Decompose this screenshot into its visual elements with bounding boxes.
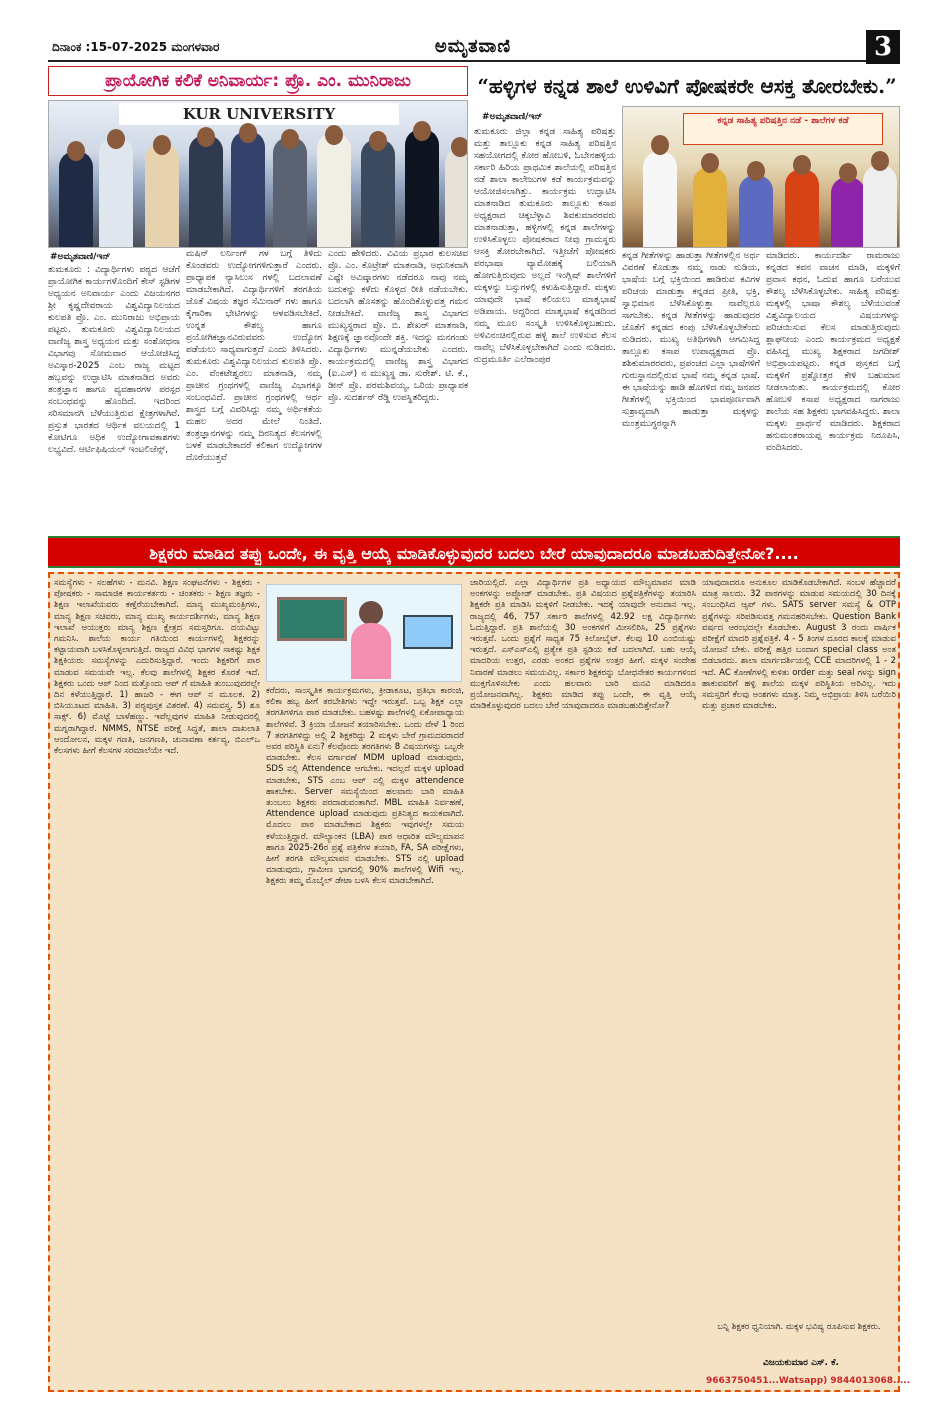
university-banner: KUR UNIVERSITY [119,103,399,125]
story3-column-3: ಜಾರಿಯಲ್ಲಿದೆ. ಎಲ್ಲಾ ವಿದ್ಯಾರ್ಥಿಗಳ ಪ್ರತಿ ಅಧ್ಯಾಯದ ಮೌಲ್ಯಮಾಪನ ಮಾಡಿ ಅಂಕಗಳನ್ನು ಅಪ್ಲೋಡ್ ಮಾಡಬೇಕು. ಪ್ರತಿ ವಿಷಯದ ಪ್ರಶ್ನೆಪತ್ರಿಕೆಗಳನ್ನು ತಯಾರಿಸಿ ಶಿಕ್ಷಕರೇ ಪ್ರತಿ ಮಾಡಿಸಿ ಮಕ್ಕಳಿಗೆ ನೀಡಬೇಕು. ಇದಕ್ಕೆ ಯಾವುದೇ ಅನುದಾನ ಇಲ್ಲ. ರಾಜ್ಯದಲ್ಲಿ 46, 757 ಸರ್ಕಾರಿ ಶಾಲೆಗಳಲ್ಲಿ 42.92 ಲಕ್ಷ ವಿದ್ಯಾರ್ಥಿಗಳು ಓದುತ್ತಿದ್ದಾರೆ. ಪ್ರತಿ ಶಾಲೆಯಲ್ಲಿ 30 ಅಂಕಗಳಿಗೆ ಮೀಸಲಿರಿಸಿ, 25 ಪ್ರಶ್ನೆಗಳು ಇರುತ್ತವೆ. ಒಂದು ಪ್ರಶ್ನೆಗೆ ಸಾಧ್ಯತ 75 ಕಿಲೋಬೈಟ್. ಕೆಲವು 10 ಎಂಬಿಯಷ್ಟು ಇರುತ್ತದೆ. ಎಸ್ಎಸ್ಎಲ್ಸಿ ಪ್ರತ್ಯೇಕ ಪ್ರತಿ ಸ್ಟಡಿಯ ಕಡೆ ಬದಲಾಗಿದೆ. ಬಹು ಆಯ್ಕೆ ಮಾದರಿಯ ಉತ್ತರ, ಎರಡು ಅಂಕದ ಪ್ರಶ್ನೆಗಳ ಉತ್ತರ ಹೀಗೆ. ಮಕ್ಕಳ ಸಂದೇಹ ನಿವಾರಣೆ ಮಾಡಲು ಸಮಯವಿಲ್ಲ. ಸರ್ಕಾರ ಶಿಕ್ಷಕರನ್ನು ಬೋಧನೇತರ ಕಾರ್ಯಗಳಿಂದ ಮುಕ್ತಗೊಳಿಸಬೇಕು ಎಂದು ಹಲವಾರು ಬಾರಿ ಮನವಿ ಮಾಡಿದರೂ ಪ್ರಯೋಜನವಾಗಿಲ್ಲ. ಶಿಕ್ಷಕರು ಮಾಡಿದ ತಪ್ಪು ಒಂದೇ, ಈ ವೃತ್ತಿ ಆಯ್ಕೆ ಮಾಡಿಕೊಳ್ಳುವುದರ ಬದಲು ಬೇರೆ ಯಾವುದಾದರೂ ಮಾಡಬಹುದಿತ್ತೇನೋ? [470,578,696,712]
story1-headline: ಪ್ರಾಯೋಗಿಕ ಕಲಿಕೆ ಅನಿವಾರ್ಯ: ಪ್ರೊ. ಎಂ. ಮುನಿರಾಜು [48,66,468,96]
story3-headline-band: ಶಿಕ್ಷಕರು ಮಾಡಿದ ತಪ್ಪು ಒಂದೇ, ಈ ವೃತ್ತಿ ಆಯ್ಕೆ ಮಾಡಿಕೊಳ್ಳುವುದರ ಬದಲು ಬೇರೆ ಯಾವುದಾದರೂ ಮಾಡಬಹುದಿತ್ತೇನೋ?.... [48,536,900,568]
sahitya-parishat-banner: ಕನ್ನಡ ಸಾಹಿತ್ಯ ಪರಿಷತ್ತಿನ ನಡೆ - ಶಾಲೆಗಳ ಕಡೆ [683,113,883,145]
masthead [48,36,898,62]
author-phone: 9663750451...Watsapp) 9844013068..... [706,1376,911,1386]
story3-column-2: ಕರೆದರು, ಸಾಂಸ್ಕೃತಿಕ ಕಾರ್ಯಕ್ರಮಗಳು, ಕ್ರೀಡಾಕೂಟ, ಪ್ರತಿಭಾ ಕಾರಂಜಿ, ಕಲಿಕಾ ಹಬ್ಬ ಹೀಗೆ ತರಬೇತಿಗಳು ಇದ್ದೇ ಇರುತ್ತವೆ. ಒಬ್ಬ ಶಿಕ್ಷಕ ಎಲ್ಲಾ ತರಗತಿಗಳಿಗೂ ಪಾಠ ಮಾಡಬೇಕು. ಬಹಳಷ್ಟು ಶಾಲೆಗಳಲ್ಲಿ ಏಕೋಪಾಧ್ಯಾಯ ಶಾಲೆಗಳಿವೆ. 3 ಕ್ರಿಯಾ ಯೋಜನೆ ತಯಾರಿಸಬೇಕು. ಒಂದು ವೇಳೆ 1 ರಿಂದ 7 ತರಗತಿಗಳಿದ್ದು ಅಲ್ಲಿ 2 ಶಿಕ್ಷಕರಿದ್ದು 2 ಮಕ್ಕಳು ಬೇರೆ ಗ್ರಾಮದವರಾದರೆ ಅವರ ಪರಿಸ್ಥಿತಿ ಏನು? ಕೆಲವೊಂದು ತರಗತಿಗಳು 8 ವಿಷಯಗಳನ್ನು ಒಬ್ಬರೇ ಮಾಡಬೇಕು. ಕೆಲಸ ವರ್ಗಾವಣೆ MDM upload ಮಾಡುವುದು, SDS ನಲ್ಲಿ Attendence ಆಗಬೇಕು. ಇದಲ್ಲದೆ ಮಕ್ಕಳ upload ಮಾಡಬೇಕು, STS ಎಂಬ ಆಪ್ ನಲ್ಲಿ ಮಕ್ಕಳ attendence ಹಾಕಬೇಕು. Server ಸಮಸ್ಯೆಯಿಂದ ಹಲವಾರು ಬಾರಿ ಮಾಹಿತಿ ತುಂಬಲು ಶಿಕ್ಷಕರು ಪರದಾಡುವಂತಾಗಿದೆ. MBL ಮಾಹಿತಿ ನಿರ್ವಹಣೆ, Attendence upload ಮಾಡುವುದು ಪ್ರತಿನಿತ್ಯದ ಕಾಯಕವಾಗಿದೆ. ಮೊದಲು ಪಾಠ ಮಾಡಬೇಕಾದ ಶಿಕ್ಷಕರು ಇವುಗಳಲ್ಲೇ ಸಮಯ ಕಳೆಯುತ್ತಿದ್ದಾರೆ. ಮೌಲ್ಯಾಂಕನ (LBA) ಪಾಠ ಆಧಾರಿತ ಮೌಲ್ಯಮಾಪನ ಹಾಗೂ 2025-26ರ ಪ್ರಶ್ನೆ ಪತ್ರಿಕೆಗಳ ತಯಾರಿ, FA, SA ಪರೀಕ್ಷೆಗಳು, ಹೀಗೆ ತರಗತಿ ಮೌಲ್ಯಮಾಪನ ಮಾಡಬೇಕು. STS ನಲ್ಲಿ upload ಮಾಡುವುದು, ಗ್ರಾಮೀಣ ಭಾಗದಲ್ಲಿ 90% ಶಾಲೆಗಳಲ್ಲಿ Wifi ಇಲ್ಲ. ಶಿಕ್ಷಕರು ತಮ್ಮ ಮೊಬೈಲ್ ಡೇಟಾ ಬಳಸಿ ಕೆಲಸ ಮಾಡಬೇಕಾಗಿದೆ. [266,686,464,887]
issue-date: ದಿನಾಂಕ :15-07-2025 ಮಂಗಳವಾರ [52,40,220,54]
story2-headline: “ಹಳ್ಳಿಗಳ ಕನ್ನಡ ಶಾಲೆ ಉಳಿವಿಗೆ ಪೋಷಕರೇ ಆಸಕ್ತ ತೋರಬೇಕು.” [477,74,897,98]
story2-byline: #ಅಮೃತವಾಣಿ/ಇನ್ [482,112,543,122]
story2-photo [622,106,900,248]
page-number: 3 [866,30,900,64]
story1-column-3: ಎಂದು ಹೇಳಿದರು. ವಿವಿಯ ಪ್ರಭಾರ ಕುಲಸಚಿವ ಪ್ರೊ. ಎಂ. ಕೊಟ್ರೇಶ್ ಮಾತನಾಡಿ, ಅಧುನಿಕವಾಗಿ ಎಷ್ಟೇ ಅವಿಷ್ಕಾರಗಳು ನಡೆದರೂ ನಾವು ನಮ್ಮ ಬದುಕನ್ನು ಕಳೆದು ಕೊಳ್ಳದ ರೀತಿ ನಡೆಯಬೇಕು. ಬದಲಾಗಿ ಹೊಸತನ್ನು ಹೊಂದಿಕೊಳ್ಳುವತ್ತ ಗಮನ ನೀಡಬೇಕಿದೆ. ವಾಣಿಜ್ಯ ಶಾಸ್ತ್ರ ವಿಭಾಗದ ಮುಖ್ಯಸ್ಥರಾದ ಪ್ರೊ. ಬಿ. ಶೇಖರ್ ಮಾತನಾಡಿ, ಶಿಕ್ಷಣಕ್ಕೆ ಜ್ಞಾನವೊಂದೇ ಶಕ್ತಿ. ಇದನ್ನು ಮನಗಂಡು ವಿದ್ಯಾರ್ಥಿಗಳು ಮುನ್ನಡೆಯಬೇಕು ಎಂದರು. ಕಾರ್ಯಕ್ರಮದಲ್ಲಿ ವಾಣಿಜ್ಯ ಶಾಸ್ತ್ರ ವಿಭಾಗದ (ಐ.ಎಸ್) ನ ಮುಖ್ಯಸ್ಥ ಡಾ. ಸುರೇಶ್. ಟಿ. ಕೆ., ಡೀನ್ ಪ್ರೊ. ಪರಮಶಿವಯ್ಯ, ಒರಿಯ ಪ್ರಾಧ್ಯಾಪಕ ಪ್ರೊ. ಸುದರ್ಶನ್ ರೆಡ್ಡಿ ಉಪಸ್ಥಿತರಿದ್ದರು. [328,249,468,403]
story1-photo-credit: #ಅಮೃತವಾಣಿ/ಇನ್ [50,252,111,262]
story3-column-4: ಯಾವುದಾದರೂ ಅನುಕೂಲ ಮಾಡಿಕೊಡಬೇಕಾಗಿದೆ. ಸಂಬಳ ಹೆಚ್ಚಾದರೆ ಮಾತ್ರ ಸಾಲದು. 32 ಪಾಠಗಳನ್ನು ಮಾಡುವ ಸಮಯದಲ್ಲಿ 30 ದಿನಕ್ಕೆ ಸಂಬಂಧಿಸಿದ ಆ್ಯಪ್ ಗಳು. SATS server ಸಮಸ್ಯೆ & OTP ಪ್ರಶ್ನೆಗಳನ್ನು ಸರಿಪಡಿಸುವತ್ತ ಗಮನಹರಿಸಬೇಕು. Question Bank ವರ್ಷದ ಆರಂಭದಲ್ಲೇ ಕೊಡಬೇಕು. August 3 ರಂದು ವಾರ್ಷಿಕ ಪರೀಕ್ಷೆಗೆ ಮಾದರಿ ಪ್ರಶ್ನೆಪತ್ರಿಕೆ. 4 - 5 ತಿಂಗಳ ದೂರದ ಕಾಲಕ್ಕೆ ಮಾಡುವ ಯೋಜನೆ ಬೇಕು. ಪರೀಕ್ಷೆ ಹತ್ತಿರ ಬಂದಾಗ special class ಅಂತ ಬಿಡಬಾರದು. ಶಾಲಾ ಮಾರ್ಗದರ್ಶಿಯಲ್ಲಿ CCE ಮಾದರಿಗಳಲ್ಲಿ 1 - 2 ಇದೆ. AC ಕೋಣೆಗಳಲ್ಲಿ ಕುಳಿತು order ಮತ್ತು seal ಗಳನ್ನು sign ಹಾಕುವವರಿಗೆ ಹಳ್ಳಿ ಶಾಲೆಯ ಮಕ್ಕಳ ಪರಿಸ್ಥಿತಿಯ ಅರಿವಿಲ್ಲ. ಇದು ಸಮಸ್ತರಿಗೆ ಕೆಲವು ಅಂಶಗಳು ಮಾತ್ರ. ನಿಮ್ಮ ಅಭಿಪ್ರಾಯ ತಿಳಿಸಿ ಬರೆಯಿರಿ ಮತ್ತು ಪ್ರಚಾರ ಮಾಡಬೇಕು. [702,578,896,712]
story2-column-2: ಕನ್ನಡ ಗೀತೆಗಳನ್ನು ಹಾಡುತ್ತಾ ಗೀತೆಗಳಲ್ಲಿನ ಅರ್ಥ ವಿವರಣೆ ಕೊಡುತ್ತಾ ನಮ್ಮ ನಾಡು ನುಡಿಯ, ಭಾಷೆಯ ಬಗ್ಗೆ ಭಕ್ತಿಯಿಂದ ಹಾಡಿರುವ ಕವಿಗಳ ಪರಿಚಯ ಮಾಡುತ್ತಾ ಕನ್ನಡದ ಪ್ರೀತಿ, ಭಕ್ತಿ, ಸ್ವಾಭಿಮಾನ ಬೆಳೆಸಿಕೊಳ್ಳುತ್ತಾ ನಾವೆಲ್ಲರೂ ಸಾಗಬೇಕು. ಕನ್ನಡ ಗೀತೆಗಳನ್ನು ಹಾಡುವುದರ ಜೊತೆಗೆ ಕನ್ನಡದ ಕಂಪು ಬೆಳೆಸಿಕೊಳ್ಳಬೇಕೆಂದು ನುಡಿದರು. ಮುಖ್ಯ ಅತಿಥಿಗಳಾಗಿ ಆಗಮಿಸಿದ್ದ ತಾಲ್ಲೂಕು ಕಸಾಪ ಉಪಾಧ್ಯಕ್ಷರಾದ ಪ್ರೊ. ಶಶಿಕುಮಾರರವರು, ಪ್ರಪಂಚದ ಎಲ್ಲಾ ಭಾಷೆಗಳಿಗೆ ಗುರುಸ್ಥಾನದಲ್ಲಿರುವ ಭಾಷೆ ನಮ್ಮ ಕನ್ನಡ ಭಾಷೆ. ಈ ಭಾಷೆಯನ್ನು ಹಾಡಿ ಹೊಗಳಿದ ನಮ್ಮ ಜನಪದ ಗೀತೆಗಳಲ್ಲಿ ಭಕ್ತಿಯಿಂದ ಭಾವಪೂರ್ಣವಾಗಿ ಸುಶ್ರಾವ್ಯವಾಗಿ ಹಾಡುತ್ತಾ ಮಕ್ಕಳನ್ನು ಮಂತ್ರಮುಗ್ಧರನ್ನಾಗಿ [622,251,760,429]
story1-column-2: ಮಷಿನ್ ಲರ್ನಿಂಗ್ ಗಳ ಬಗ್ಗೆ ತಿಳಿದು ಕೊಂಡವರು ಉದ್ಯೋಗಗಳಿಗುತ್ತಾರೆ ಎಂದರು. ಪ್ರಾಧ್ಯಾಪಕ ನ್ಯಾಸಿಲುಸ ಗಳಲ್ಲಿ ಬದಲಾವಣೆ ಮಾಡಬೇಕಾಗಿದೆ. ವಿದ್ಯಾರ್ಥಿಗಳಿಗೆ ತರಗತಿಯ ಜೊತೆ ವಿಷಯ ತಜ್ಞರ ಸೆಮಿನಾರ್ ಗಳು ಹಾಗೂ ಕೈಗಾರಿಕಾ ಭೇಟಿಗಳನ್ನು ಆಳವಡಿಸಬೇಕಿದೆ. ಉನ್ನತ ಕೌಶಲ್ಯ ಹಾಗೂ ಪ್ರಯೋಗಿಕಜ್ಞಾನವಿರುವವರು ಉದ್ಯೋಗ ಪಡೆಯಲು ಸಾಧ್ಯವಾಗುತ್ತದೆ ಎಂದು ತಿಳಿಸಿದರು. ತುಮಕೂರು ವಿಶ್ವವಿದ್ಯಾನಿಲಯದ ಕುಲಪತಿ ಪ್ರೊ. ಎಂ. ವೆಂಕಟೇಶ್ವರಲು ಮಾತನಾಡಿ, ನಮ್ಮ ಪ್ರಾಚೀನ ಗ್ರಂಥಗಳಲ್ಲಿ ವಾಣಿಜ್ಯ ವಿಭಾಗಕ್ಕೂ ಸಂಬಂಧವಿದೆ. ಪ್ರಾಚೀನ ಗ್ರಂಥಗಳಲ್ಲಿ ಆರ್ಥ ಶಾಸ್ತ್ರದ ಬಗ್ಗೆ ವಿವರಿಸಿದ್ದು ನಮ್ಮ ಅರ್ಥಿಕತೆಯ ಮಹಲ ಅದರ ಮೇಲೆ ನಿಂತಿದೆ. ತಂತ್ರಜ್ಞಾನಗಳನ್ನು ನಮ್ಮ ದಿನನಿತ್ಯದ ಕೆಲಸಗಳಲ್ಲಿ ಬಳಕೆ ಮಾಡಬೇಕಾದರೆ ಕಲಿಕಾಗ ಉದ್ಯೋಗಗಳ ದೊರೆಯುತ್ತವೆ [186,249,322,463]
story2-column-1: ತುಮಕೂರು ಜಿಲ್ಲಾ ಕನ್ನಡ ಸಾಹಿತ್ಯ ಪರಿಷತ್ತು ಮತ್ತು ತಾಲ್ಲೂಕು ಕನ್ನಡ ಸಾಹಿತ್ಯ ಪರಿಷತ್ತಿನ ಸಹಯೋಗದಲ್ಲಿ ಕೋರ ಹೋಬಳಿ, ಓಬೇನಹಳ್ಳಿಯ ಸರ್ಕಾರಿ ಹಿರಿಯ ಪ್ರಾಥಮಿಕ ಶಾಲೆಯಲ್ಲಿ ಪರಿಷತ್ತಿನ ನಡೆ ಶಾಲಾ ಕಾಲೇಜುಗಳ ಕಡೆ ಕಾರ್ಯಕ್ರಮವನ್ನು ಆಯೋಜಿಸಲಾಗಿತ್ತು. ಕಾರ್ಯಕ್ರಮ ಉದ್ಘಾಟಿಸಿ ಮಾತನಾಡಿದ ತುಮಕೂರು ತಾಲ್ಲೂಕು ಕಸಾಪ ಅಧ್ಯಕ್ಷರಾದ ಚಿಕ್ಕಬೆಳ್ಳಾವಿ ಶಿವಕುಮಾರರವರು ಮಾತನಾಡುತ್ತಾ, ಹಳ್ಳಿಗಳಲ್ಲಿ ಕನ್ನಡ ಶಾಲೆಗಳನ್ನು ಉಳಿಸಿಕೊಳ್ಳಲು ಪೋಷಕರಾದ ನೀವು ಗ್ರಾಮಸ್ಥರು ಆಸಕ್ತಿ ತೋರಬೇಕಾಗಿದೆ. ಇತ್ತೀಚೆಗೆ ಪೋಷಕರು ಪರಭಾಷಾ ವ್ಯಾಮೋಹಕ್ಕೆ ಬಲಿಯಾಗಿ ಹೋಗುತ್ತಿರುವುದು ಅಲ್ಲದೆ ಇಂಗ್ಲಿಷ್ ಶಾಲೆಗಳಿಗೆ ಮಕ್ಕಳನ್ನು ಬಸ್ಸುಗಳಲ್ಲಿ ಕಳುಹಿಸುತ್ತಿದ್ದಾರೆ. ಮಕ್ಕಳು ಯಾವುದೇ ಭಾಷೆ ಕಲಿಯಲು ಮಾತೃಭಾಷೆ ಅಡಿಪಾಯ. ಅದ್ದರಿಂದ ಮಾತೃಭಾಷೆ ಕನ್ನಡದಿಂದ ನಮ್ಮ ಮೂಲ ಸಂಸ್ಕೃತಿ ಉಳಿಸಿಕೊಳ್ಳಬಹುದು. ಅಳಿವಿನಂಚಿನಲ್ಲಿರುವ ಹಳ್ಳಿ ಶಾಲೆ ಉಳಿಸುವ ಕೆಲಸ ನಾವೆಲ್ಲ ಬೆಳೆಸಿಕೊಳ್ಳಬೇಕಾಗಿದೆ ಎಂದು ನುಡಿದರು. ರುದ್ರಮೂರ್ತಿ ಎಲೆರಾಂಪುರ [474,127,616,365]
story1-column-1: ತುಮಕೂರು : ವಿದ್ಯಾರ್ಥಿಗಳು ಪಠ್ಯದ ಆಚೆಗೆ ಪ್ರಾಯೋಗಿಕ ಕಾರ್ಯಗಳೊಂದಿಗೆ ಕೇಸ್ ಸ್ಟಡಿಗಳ ಅಧ್ಯಯನ ಅನಿವಾರ್ಯ ಎಂದು ವಿಜಯನಗರ ಶ್ರೀ ಕೃಷ್ಣದೇವರಾಯ ವಿಶ್ವವಿದ್ಯಾನಿಲಯದ ಕುಲಪತಿ ಪ್ರೊ. ಎಂ. ಮುನಿರಾಜು ಅಭಿಪ್ರಾಯ ಪಟ್ಟರು. ತುಮಕೂರು ವಿಶ್ವವಿದ್ಯಾನಿಲಯದ ವಾಣಿಜ್ಯ ಶಾಸ್ತ್ರ ಅಧ್ಯಯನ ಮತ್ತು ಸಂಶೋಧನಾ ವಿಭಾಗವು ಸೋಮವಾರ ಆಯೋಜಿಸಿದ್ದ ಅವಿಸ್ಕಾರ-2025 ಎಂಬ ರಾಜ್ಯ ಮಟ್ಟದ ಹಬ್ಬವನ್ನು ಉದ್ಘಾಟಿಸಿ ಮಾತನಾಡಿದ ಅವರು ತಂತ್ರಜ್ಞಾನ ಹಾಗೂ ವ್ಯವಹಾರಗಳ ಪರಸ್ಪರ ಸಂಬಂಧವನ್ನು ಹೊಂದಿದೆ. ಇದರಿಂದ ಸರಿಸಮಾನಗಿ ಬೆಳೆಯುತ್ತಿರುವ ಕ್ಷೇತ್ರಗಳಾಗಿವೆ. ಪ್ರಸ್ತುತ ಭಾರತದ ಆರ್ಥಿಕ ವಲಯದಲ್ಲಿ 1 ಕೋಟಿಗೂ ಅಧಿಕ ಉದ್ಯೋಗಾವಕಾಶಗಳು ಲಭ್ಯವಿದೆ. ಆರ್ಟಿಫಿಷಿಯಲ್ ಇಂಟಲಿಜೆನ್ಸ್, [48,265,180,455]
author-name: ವಿಜಯಕುಮಾರ ಎಸ್. ಕೆ. [763,1358,839,1368]
story2-column-3: ಮಾಡಿದರು. ಕಾರ್ಯದರ್ಶಿ ರಾಮರಾಜು ಕನ್ನಡದ ಕವನ ವಾಚನ ಮಾಡಿ, ಮಕ್ಕಳಿಗೆ ಪ್ರವಾಸ ಕಥನ, ಓದುವ ಹಾಗೂ ಬರೆಯುವ ಕೌಶಲ್ಯ ಬೆಳೆಸಿಕೊಳ್ಳಬೇಕು. ಸಾಹಿತ್ಯ ಪರಿಷತ್ತು ಮಕ್ಕಳಲ್ಲಿ ಭಾಷಾ ಕೌಶಲ್ಯ ಬೆಳೆಯುವಂತೆ ವಿಶ್ವವಿದ್ಯಾಲಯದ ವಿಷಯಗಳನ್ನು ಪರಿಚಯಿಸುವ ಕೆಲಸ ಮಾಡುತ್ತಿರುವುದು ಶ್ಲಾಘನೀಯ ಎಂದು ಕಾರ್ಯಕ್ರಮದ ಅಧ್ಯಕ್ಷತೆ ವಹಿಸಿದ್ದ ಮುಖ್ಯ ಶಿಕ್ಷಕರಾದ ಜಗದೀಶ್ ಅಭಿಪ್ರಾಯಪಟ್ಟರು. ಕನ್ನಡ ಪುಸ್ತಕದ ಬಗ್ಗೆ ಮಕ್ಕಳಿಗೆ ಪ್ರಶ್ನೋತ್ತರ ಕೇಳಿ ಬಹುಮಾನ ನೀಡಲಾಯಿತು. ಕಾರ್ಯಕ್ರಮದಲ್ಲಿ ಕೋರ ಹೋಬಳಿ ಕಸಾಪ ಅಧ್ಯಕ್ಷರಾದ ನಾಗರಾಜು ಶಾಲೆಯ ಸಹ ಶಿಕ್ಷಕರು ಭಾಗವಹಿಸಿದ್ದರು. ಶಾಲಾ ಮಕ್ಕಳು ಪ್ರಾರ್ಥನೆ ಮಾಡಿದರು. ಶಿಕ್ಷಕರಾದ ಹನುಮಂತರಾಯಪ್ಪ ಕಾರ್ಯಕ್ರಮ ನಿರೂಪಿಸಿ, ವಂದಿಸಿದರು. [766,251,900,453]
newspaper-title: ಅಮೃತವಾಣಿ [434,36,512,57]
teacher-illustration [266,584,462,682]
story3-column-1: ಸಮಸ್ಯೆಗಳು - ಸಲಹೆಗಳು - ಮನವಿ. ಶಿಕ್ಷಣ ಸಂಘಟನೆಗಳು - ಶಿಕ್ಷಕರು - ಪೋಷಕರು - ಸಾಮಾಜಿಕ ಕಾರ್ಯಕರ್ತರು - ಚಿಂತಕರು - ಶಿಕ್ಷಣ ತಜ್ಞರು - ಶಿಕ್ಷಣ ಇಲಾಖೆಯವರು ಕಣ್ತೆರೆಯಬೇಕಾಗಿದೆ. ಮಾನ್ಯ ಮುಖ್ಯಮಂತ್ರಿಗಳು, ಮಾನ್ಯ ಶಿಕ್ಷಣ ಸಚಿವರು, ಮಾನ್ಯ ಮುಖ್ಯ ಕಾರ್ಯದರ್ಶಿಗಳು, ಮಾನ್ಯ ಶಿಕ್ಷಣ ಇಲಾಖೆ ಆಯುಕ್ತರು ಮಾನ್ಯ ಶಿಕ್ಷಣ ಕ್ಷೇತ್ರದ ಸಮಸ್ತರಿಗೂ. ದಯವಿಟ್ಟು ಗಮನಿಸಿ. ಶಾಲೆಯ ಕಾರ್ಯ ಗತಿಯಿಂದ ಕಾರ್ಯಗಳಲ್ಲಿ ಶಿಕ್ಷಕರನ್ನು ಕಟ್ಟಾಯವಾಗಿ ಬಳಸಿಕೊಳ್ಳಲಾಗುತ್ತಿದೆ. ರಾಜ್ಯದ ವಿವಿಧ ಭಾಗಗಳ ಸಾಕಷ್ಟು ಶಿಕ್ಷಕ ಶಿಕ್ಷಕಿಯರು ಸಮಸ್ಯೆಗಳನ್ನು ಎದುರಿಸುತ್ತಿದ್ದಾರೆ. ಇಂದು ಶಿಕ್ಷಕರಿಗೆ ಪಾಠ ಮಾಡುವ ಸಮಯವೇ ಇಲ್ಲ. ಕೆಲವು ಶಾಲೆಗಳಲ್ಲಿ ಶಿಕ್ಷಕರ ಕೊರತೆ ಇದೆ. ಶಿಕ್ಷಕರು ಒಂದು ಆಪ್ ನಿಂದ ಮತ್ತೊಂದು ಆಪ್ ಗೆ ಮಾಹಿತಿ ತುಂಬುವುದರಲ್ಲೇ ದಿನ ಕಳೆಯುತ್ತಿದ್ದಾರೆ. 1) ಹಾಜರಿ - ಈಗ ಆಪ್ ನ ಮೂಲಕ. 2) ಬಿಸಿಯೂಟದ ಮಾಹಿತಿ. 3) ಪಠ್ಯಪುಸ್ತಕ ವಿತರಣೆ. 4) ಸಮವಸ್ತ್ರ. 5) ಶೂ ಸಾಕ್ಸ್. 6) ಮೊಟ್ಟೆ ಬಾಳೆಹಣ್ಣು. ಇವೆಲ್ಲವುಗಳ ಮಾಹಿತಿ ನೀಡುವುದರಲ್ಲಿ ಮಗ್ನರಾಗಿದ್ದಾರೆ. NMMS, NTSE ಪರೀಕ್ಷೆ ಸಿದ್ಧತೆ, ಶಾಲಾ ದಾಖಲಾತಿ ಆಂದೋಲನ, ಮಕ್ಕಳ ಗಣತಿ, ಜನಗಣತಿ, ಚುನಾವಣಾ ಕರ್ತವ್ಯ, ಬಿಎಲ್ಒ ಕೆಲಸಗಳು ಹೀಗೆ ಕೆಲಸಗಳ ಸರಮಾಲೆಯೇ ಇದೆ. [54,578,260,757]
story1-photo [48,100,468,248]
story3-closing: ಬನ್ನಿ ಶಿಕ್ಷಕರ ಧ್ವನಿಯಾಗಿ. ಮಕ್ಕಳ ಭವಿಷ್ಯ ರೂಪಿಸುವ ಶಿಕ್ಷಕರು. [717,1322,881,1332]
